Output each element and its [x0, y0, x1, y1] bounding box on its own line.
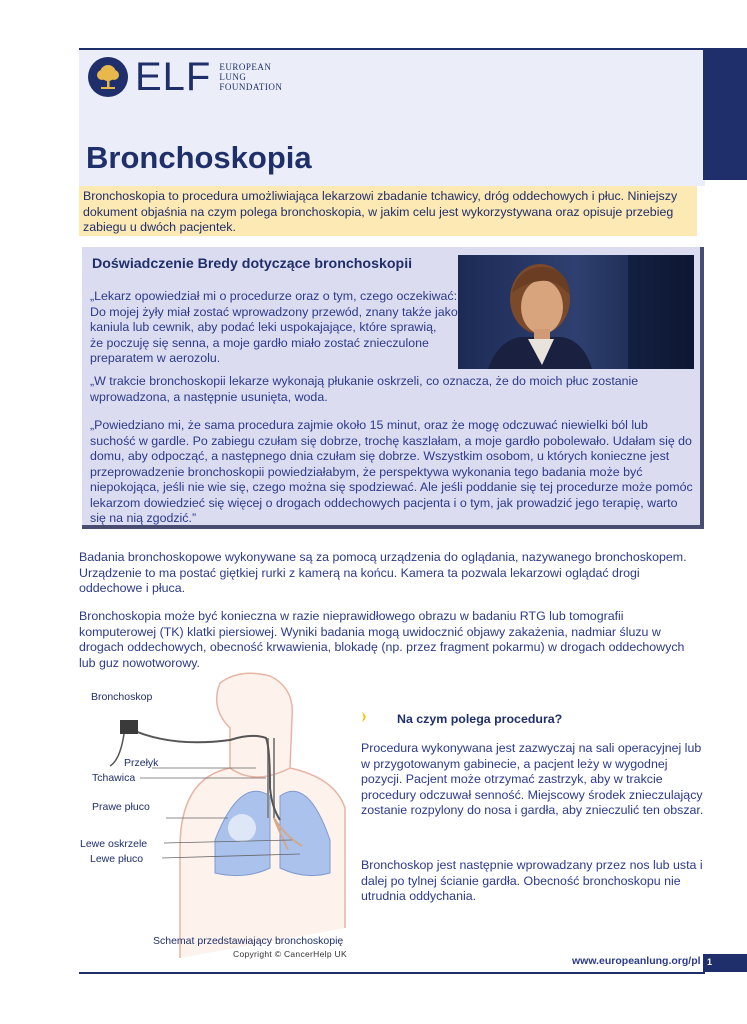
quote-1: „Lekarz opowiedział mi o procedurze oraz o tym, czego oczekiwać: Do mojej żyły miał zostać wprowadzony przewód, znany także jako kaniula lub cewnik, aby podać leki uspokajające, które sprawią, że poczuję się senna, a moje gardło miało zostać znieczulone preparatem w aerozolu. — [90, 289, 458, 365]
procedure-paragraph-1: Procedura wykonywana jest zazwyczaj na sali operacyjnej lub w przygotowanym gabinecie, a pacjent leży w wygodnej pozycji. Pacjent może otrzymać zastrzyk, aby w trakcie procedury odczuwał senność. Miejscowy środek znieczulający zostanie rozpylony do nosa i gardła, aby znieczulić ten obszar. — [361, 741, 704, 817]
diagram-copyright: Copyright © CancerHelp UK — [233, 949, 347, 959]
label-trachea: Tchawica — [92, 772, 136, 784]
paragraph-indications: Bronchoskopia może być konieczna w razie nieprawidłowego obrazu w badaniu RTG lub tomografii komputerowej (TK) klatki piersiowej. Wyniki badania mogą uwidocznić objawy zakażenia, nadmiar śluzu w drogach oddechowych, obecność krwawienia, blokadę (np. przez fragment pokarmu) w drogach oddechowych lub guz nowotworowy. — [79, 609, 685, 670]
header-side-bar — [703, 48, 747, 180]
tree-icon — [88, 57, 128, 97]
story-title: Doświadczenie Bredy dotyczące bronchoskopii — [92, 256, 413, 272]
page-title: Bronchoskopia — [86, 140, 312, 175]
footer-divider — [79, 972, 705, 974]
quote-2: „W trakcie bronchoskopii lekarze wykonają płukanie oskrzeli, co oznacza, że do moich płuc zostanie wprowadzona, a następnie usunięta, woda. — [90, 374, 639, 404]
label-esophagus: Przełyk — [124, 757, 159, 769]
logo-abbreviation: ELF — [135, 55, 212, 99]
breda-photo — [458, 255, 694, 369]
bronchoscopy-diagram — [80, 668, 350, 958]
label-left-bronchus: Lewe oskrzele — [80, 838, 148, 850]
procedure-heading: Na czym polega procedura? — [397, 712, 563, 726]
intro-box: Bronchoskopia to procedura umożliwiająca lekarzowi zbadanie tchawicy, dróg oddechowych i płuc. Niniejszy dokument objaśnia na czym polega bronchoskopia, w jakim celu jest wykorzystywana oraz opisuje przebieg zabiegu u dwóch pacjentek. — [79, 186, 697, 236]
paragraph-bronchoscope: Badania bronchoskopowe wykonywane są za pomocą urządzenia do oglądania, nazywanego bronchoskopem. Urządzenie to ma postać giętkiej rurki z kamerą na końcu. Kamera ta pozwala lekarzowi oglądać drogi oddechowe i płuca. — [79, 550, 687, 595]
page-number: 1 — [703, 954, 747, 972]
procedure-paragraph-2: Bronchoskop jest następnie wprowadzany przez nos lub usta i dalej po tylnej ścianie gardła. Obecność bronchoskopu nie utrudnia oddychania. — [361, 858, 703, 903]
label-right-lung: Prawe płuco — [92, 801, 150, 813]
quote-3: „Powiedziano mi, że sama procedura zajmie około 15 minut, oraz że mogę odczuwać niewielki ból lub suchość w gardle. Po zabiegu czułam się dobrze, trochę kaszlałam, a moje gardło pobolewało. Udałam się do domu, aby odpocząć, a następnego dnia czułam się dobrze. Wszystkim osobom, u których konieczne jest przeprowadzenie bronchoskopii powiedziałabym, że perspektywa wykonania tego badania może być niepokojąca, jeśli nie wie się, czego można się spodziewać. Ale jeśli poddanie się tej procedurze może pomóc lekarzom dowiedzieć się więcej o drogach oddechowych pacjenta i o tym, jak prowadzić jego terapię, warto się na nią zgodzić.” — [90, 418, 693, 525]
diagram-caption: Schemat przedstawiający bronchoskopię — [153, 935, 344, 947]
label-bronchoscope: Bronchoskop — [91, 691, 153, 703]
elf-logo[interactable] — [88, 57, 282, 97]
logo-subtitle: EUROPEAN LUNG FOUNDATION — [219, 62, 283, 92]
section-bullet-icon — [361, 711, 369, 723]
label-left-lung: Lewe płuco — [90, 853, 144, 865]
footer-url[interactable]: www.europeanlung.org/pl — [572, 955, 701, 967]
